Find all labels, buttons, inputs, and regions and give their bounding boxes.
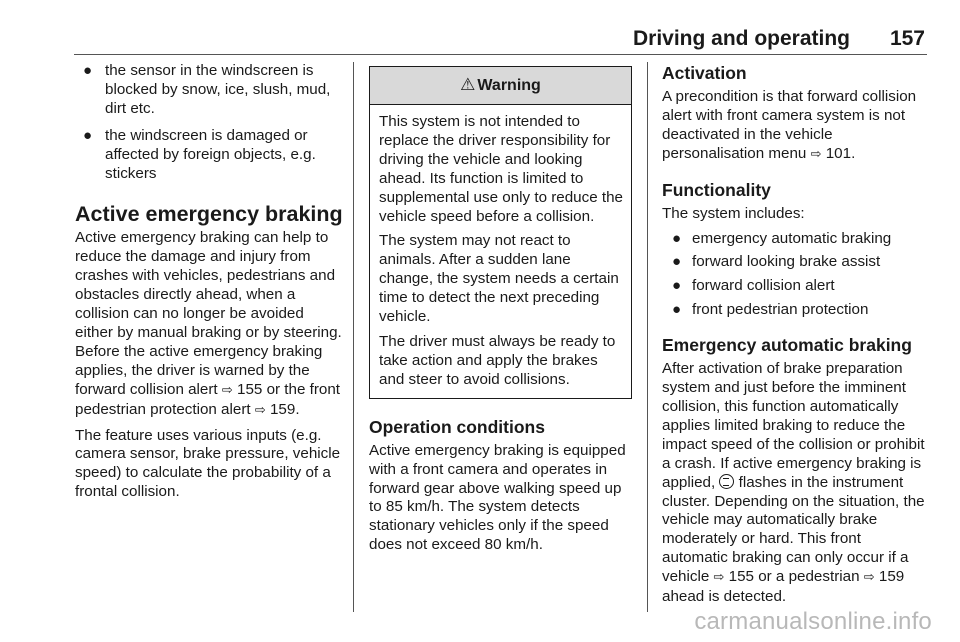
functionality-title: Functionality xyxy=(662,179,771,200)
warning-box xyxy=(369,66,632,399)
page-ref-link[interactable]: 155 xyxy=(237,380,263,398)
operation-conditions-text: Active emergency braking is equipped with a front camera and operates in forward gear above walking speed up to 85 km/h. The system detects stationary vehicles only if the speed does not exceed 80 km/h. xyxy=(369,441,626,554)
intro-paragraph: Active emergency braking can help to reduce the damage and injury from crashes with vehicles, pedestrians and obstacles directly ahead, when a collision can no longer be avoided either by manual braking or by steering. Before the active emergency braking applies, the driver is warned by the forward collision alert ⇨ 155 or the front pedestrian protection alert ⇨ 159. xyxy=(75,229,342,418)
column-2 xyxy=(369,62,632,561)
emergency-automatic-braking-title: Emergency automatic braking xyxy=(662,335,912,356)
list-item: ● the sensor in the windscreen is blocked by snow, ice, slush, mud, dirt etc. xyxy=(83,62,331,117)
xref-arrow-icon: ⇨ xyxy=(863,570,875,586)
warning-body xyxy=(370,105,631,398)
list-item: ● front pedestrian protection xyxy=(672,301,869,319)
page-number: 157 xyxy=(889,27,925,50)
watermark: carmanualsonline.info xyxy=(694,608,932,635)
functionality-intro: The system includes: xyxy=(662,204,805,222)
list-item: ● forward looking brake assist xyxy=(672,253,881,271)
bullet-icon: ● xyxy=(672,301,682,319)
section-title: Active emergency braking xyxy=(75,202,343,227)
warning-header: ⚠ Warning xyxy=(370,67,631,105)
warning-triangle-icon: ⚠ xyxy=(460,75,476,95)
page-ref-link[interactable]: 101 xyxy=(825,144,852,162)
bullet-icon: ● xyxy=(672,277,682,295)
section-header-title: Driving and operating xyxy=(632,27,850,50)
bullet-icon: ● xyxy=(672,253,682,271)
list-item: ● emergency automatic braking xyxy=(672,229,892,247)
operation-conditions-title: Operation conditions xyxy=(369,416,545,437)
activation-title: Activation xyxy=(662,63,747,83)
list-item: ● the windscreen is damaged or affected by foreign objects, e.g. stickers xyxy=(83,126,316,182)
bullet-icon: ● xyxy=(83,126,93,144)
warning-paragraph: This system is not intended to replace the driver responsibility for driving the vehicle and looking ahead. Its function is limited to supplemental use only to reduce the vehicle speed before a collision. xyxy=(379,113,624,225)
functionality-list xyxy=(662,230,930,321)
list-item: ● forward collision alert xyxy=(672,277,835,295)
warning-paragraph: The system may not react to animals. After a sudden lane change, the system needs a certain time to detect the next preceding vehicle. xyxy=(379,232,619,326)
column-1 xyxy=(75,62,343,508)
xref-arrow-icon: ⇨ xyxy=(810,146,822,162)
page-ref-link[interactable]: 159 xyxy=(878,568,905,586)
inputs-paragraph: The feature uses various inputs (e.g. camera sensor, brake pressure, vehicle speed) to calculate the probability of a frontal collision. xyxy=(75,426,341,501)
bullet-icon: ● xyxy=(672,229,682,247)
column-3 xyxy=(662,62,930,613)
xref-arrow-icon: ⇨ xyxy=(254,402,266,418)
page-ref-link[interactable]: 159 xyxy=(269,400,296,418)
brake-cluster-icon xyxy=(719,474,734,489)
activation-text: A precondition is that forward collision alert with front camera system is not deactivated in the vehicle personalisation menu ⇨ 101. xyxy=(662,88,917,162)
xref-arrow-icon: ⇨ xyxy=(221,382,233,398)
column-divider-2 xyxy=(647,62,648,612)
page-ref-link[interactable]: 155 xyxy=(728,568,754,586)
xref-arrow-icon: ⇨ xyxy=(713,570,725,586)
bullet-icon: ● xyxy=(83,62,93,79)
emergency-automatic-braking-text: After activation of brake preparation system and just before the imminent collision, this function automatically applies limited braking to reduce the impact speed of the collision or prohibit a crash. If active emergency braking is applied, flashes in the instrument cluster. Depending on the situation, the vehicle may automatically brake moderately or hard. This front automatic braking can only occur if a vehicle ⇨ 155 or a pedestrian ⇨ 159 ahead is detected. xyxy=(662,360,925,606)
sensor-conditions-list xyxy=(75,62,343,183)
warning-paragraph: The driver must always be ready to take action and apply the brakes and steer to avoid collisions. xyxy=(379,332,616,388)
header-divider xyxy=(74,54,927,55)
column-divider-1 xyxy=(353,62,354,612)
